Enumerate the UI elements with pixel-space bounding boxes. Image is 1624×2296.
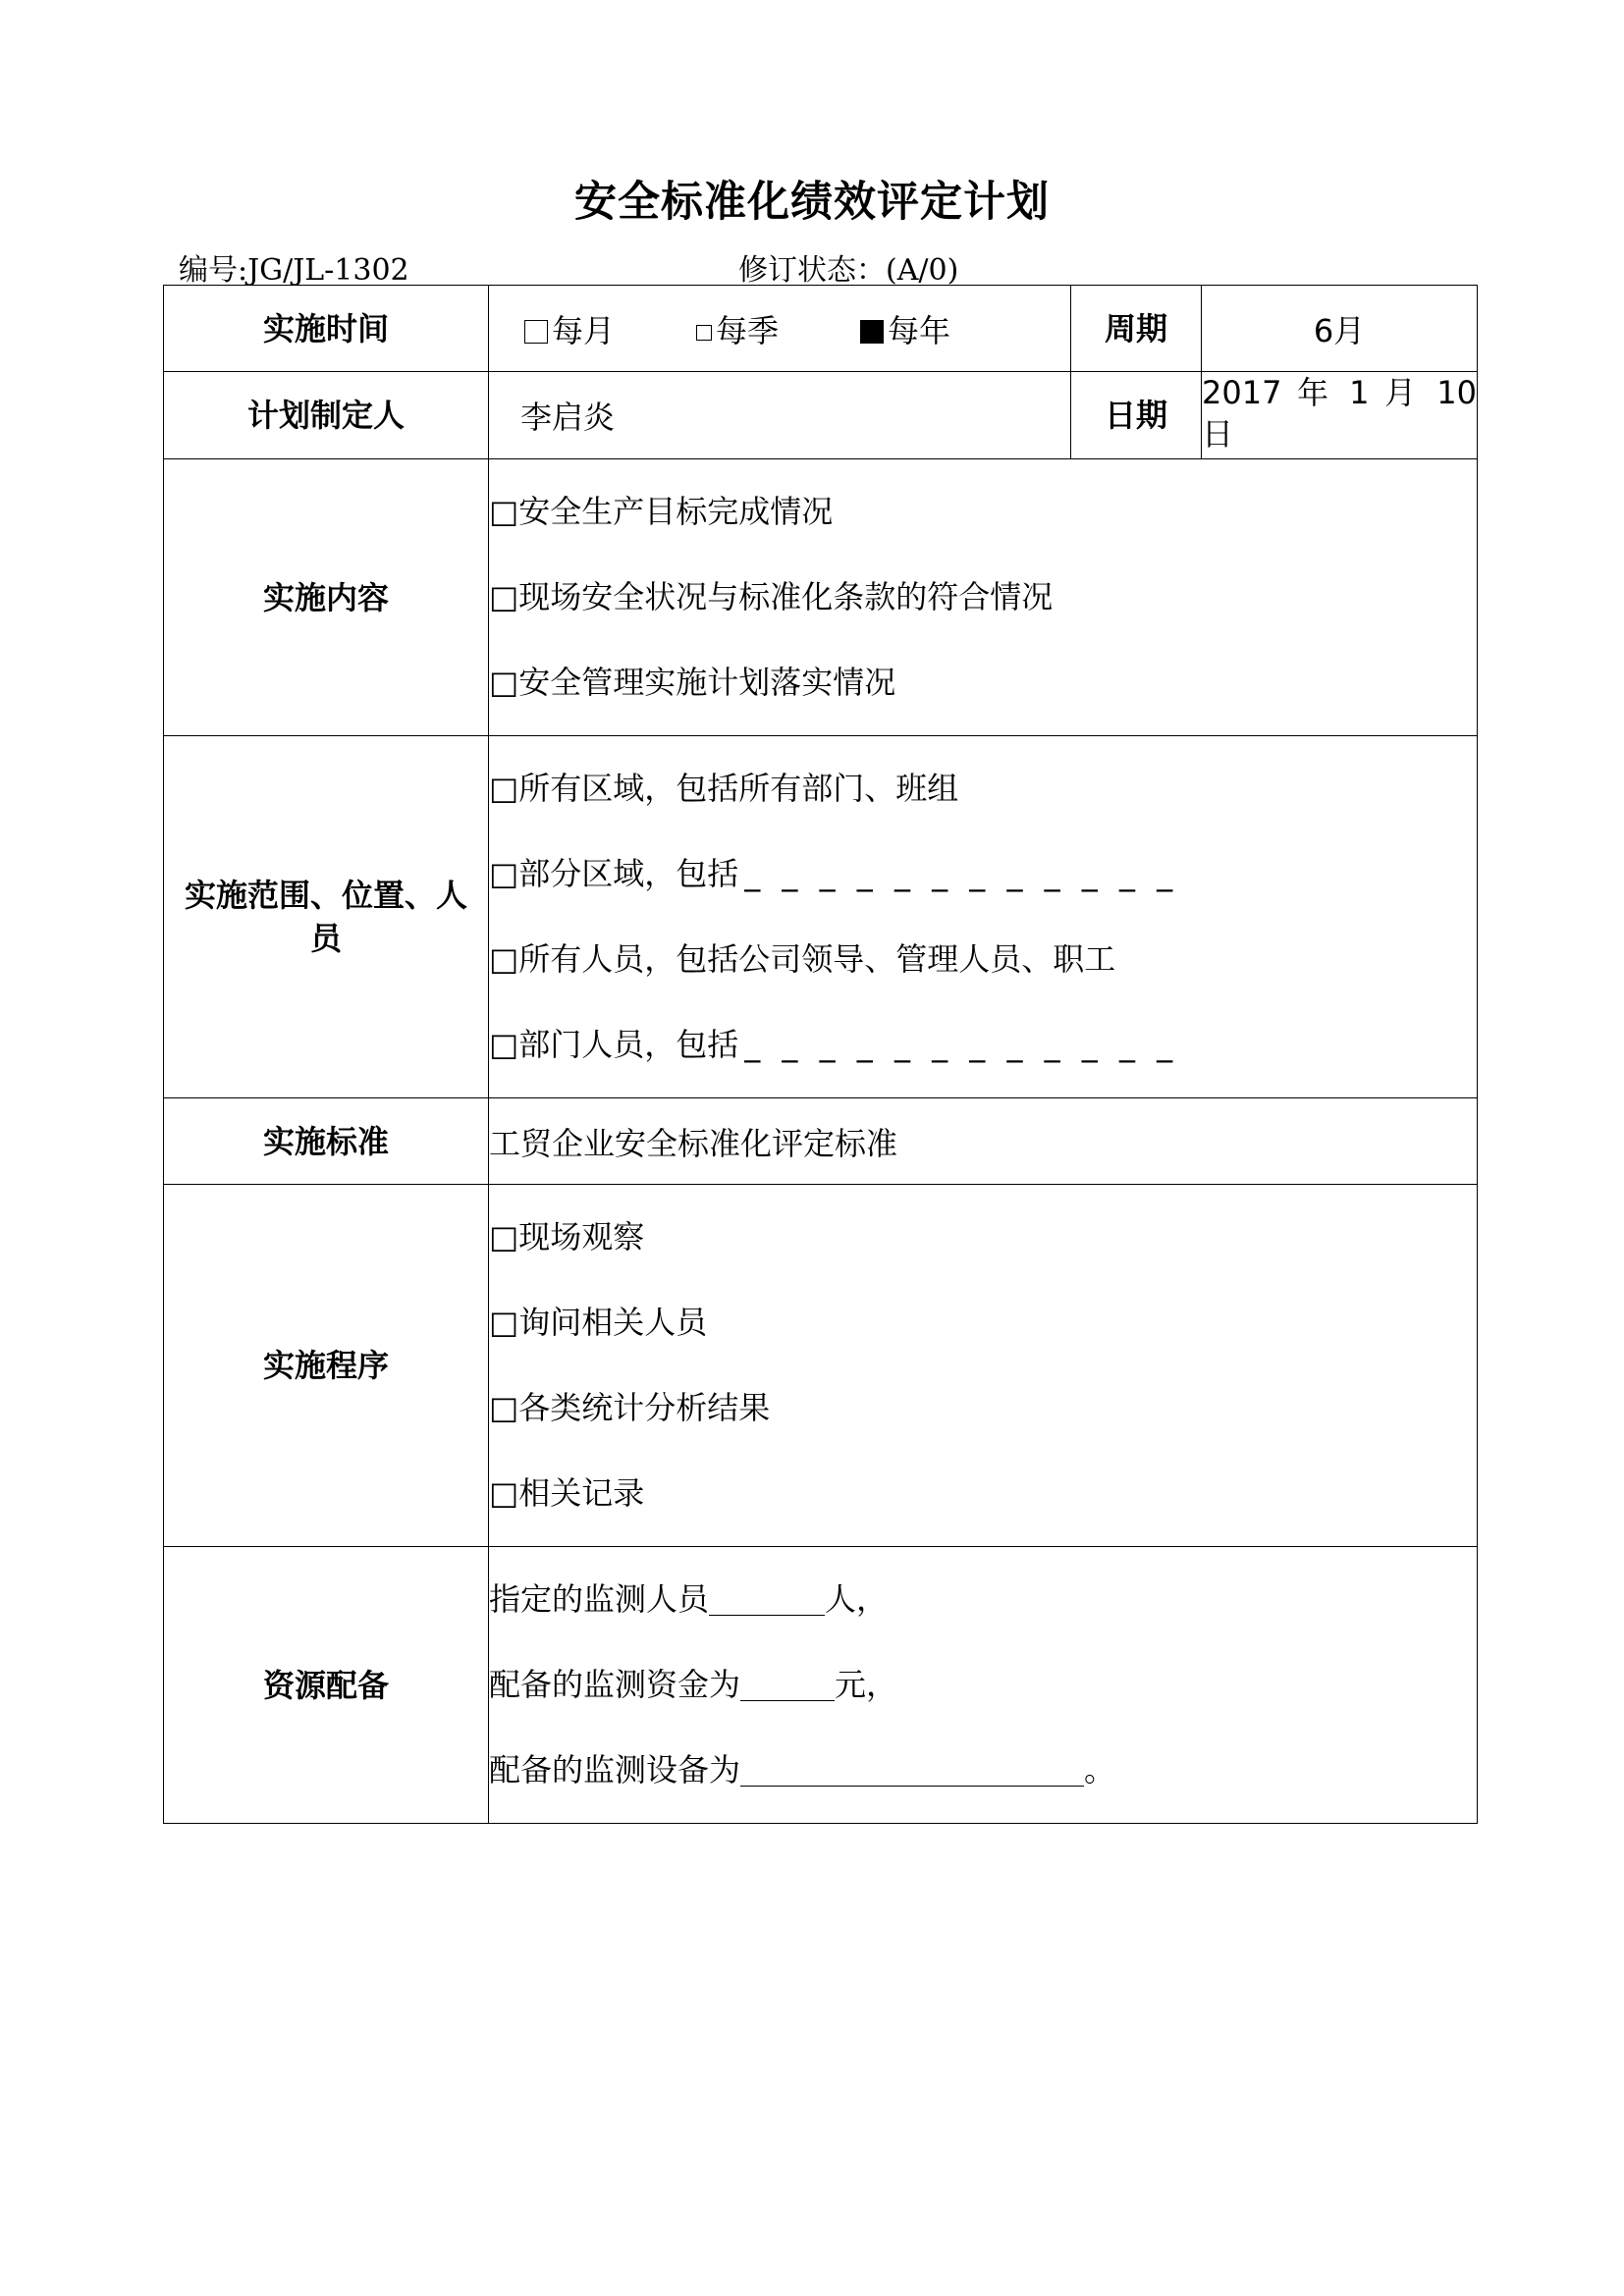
row-planner [164,372,1478,459]
page-title: 安全标准化绩效评定计划 [574,178,1050,227]
row-resources [164,1547,1478,1824]
content-item[interactable]: □安全管理实施计划落实情况 [489,664,896,701]
monthly-checkbox[interactable] [524,320,548,344]
scope-item[interactable]: □所有区域，包括所有部门、班组 [489,770,959,807]
doc-number: 编号:JG/JL-1302 [179,253,409,288]
row-content [164,459,1478,736]
quarterly-label: 每季 [716,311,780,349]
personnel-count-blank[interactable] [709,1579,825,1616]
option-yearly[interactable] [860,306,950,351]
schedule-label: 实施时间 [164,286,489,372]
resources-label: 资源配备 [164,1547,489,1824]
row-scope [164,736,1478,1098]
procedure-item[interactable]: □现场观察 [489,1218,645,1255]
fill-blank-dashes[interactable]: _ _ _ _ _ _ _ _ _ _ _ _ [744,1026,1179,1063]
row-procedure [164,1185,1478,1547]
scope-item[interactable]: □部门人员，包括 _ _ _ _ _ _ _ _ _ _ _ _ [489,1026,1179,1063]
row-schedule [164,286,1478,372]
content-item[interactable]: □现场安全状况与标准化条款的符合情况 [489,578,1054,615]
scope-label: 实施范围、位置、人员 [164,736,489,1098]
procedure-items [489,1185,1478,1547]
scope-items [489,736,1478,1098]
planner-label: 计划制定人 [164,372,489,459]
procedure-item[interactable]: □各类统计分析结果 [489,1389,771,1426]
procedure-label: 实施程序 [164,1185,489,1547]
resource-equipment-line: 配备的监测设备为 。 [489,1751,1116,1789]
content-item[interactable]: □安全生产目标完成情况 [489,493,834,530]
standard-value: 工贸企业安全标准化评定标准 [489,1098,1478,1185]
content-label: 实施内容 [164,459,489,736]
yearly-checkbox-checked[interactable] [860,320,884,344]
quarterly-checkbox[interactable] [696,325,712,341]
fill-blank-dashes[interactable]: _ _ _ _ _ _ _ _ _ _ _ _ [744,855,1179,892]
option-quarterly[interactable] [696,306,860,351]
scope-item[interactable]: □所有人员，包括公司领导、管理人员、职工 [489,940,1116,978]
revision-status: 修订状态：(A/0) [738,253,959,288]
plan-form-table [163,285,1478,1824]
row-standard [164,1098,1478,1185]
period-value: 6月 [1202,286,1478,372]
standard-label: 实施标准 [164,1098,489,1185]
monthly-label: 每月 [552,311,616,349]
content-items [489,459,1478,736]
yearly-label: 每年 [888,311,951,349]
procedure-item[interactable]: □相关记录 [489,1474,645,1512]
date-value: 2017 年 1 月 10 日 [1202,372,1478,459]
scope-item[interactable]: □部分区域，包括 _ _ _ _ _ _ _ _ _ _ _ _ [489,855,1179,892]
resource-funds-line: 配备的监测资金为 元， [489,1666,898,1703]
schedule-options [489,286,1071,372]
resource-personnel-line: 指定的监测人员 人， [489,1580,889,1618]
planner-value: 李启炎 [489,372,1071,459]
procedure-item[interactable]: □询问相关人员 [489,1304,708,1341]
resources-items [489,1547,1478,1824]
date-label: 日期 [1071,372,1202,459]
funds-amount-blank[interactable] [740,1665,835,1701]
equipment-blank[interactable] [740,1750,1084,1787]
option-monthly[interactable] [524,306,696,351]
period-label: 周期 [1071,286,1202,372]
